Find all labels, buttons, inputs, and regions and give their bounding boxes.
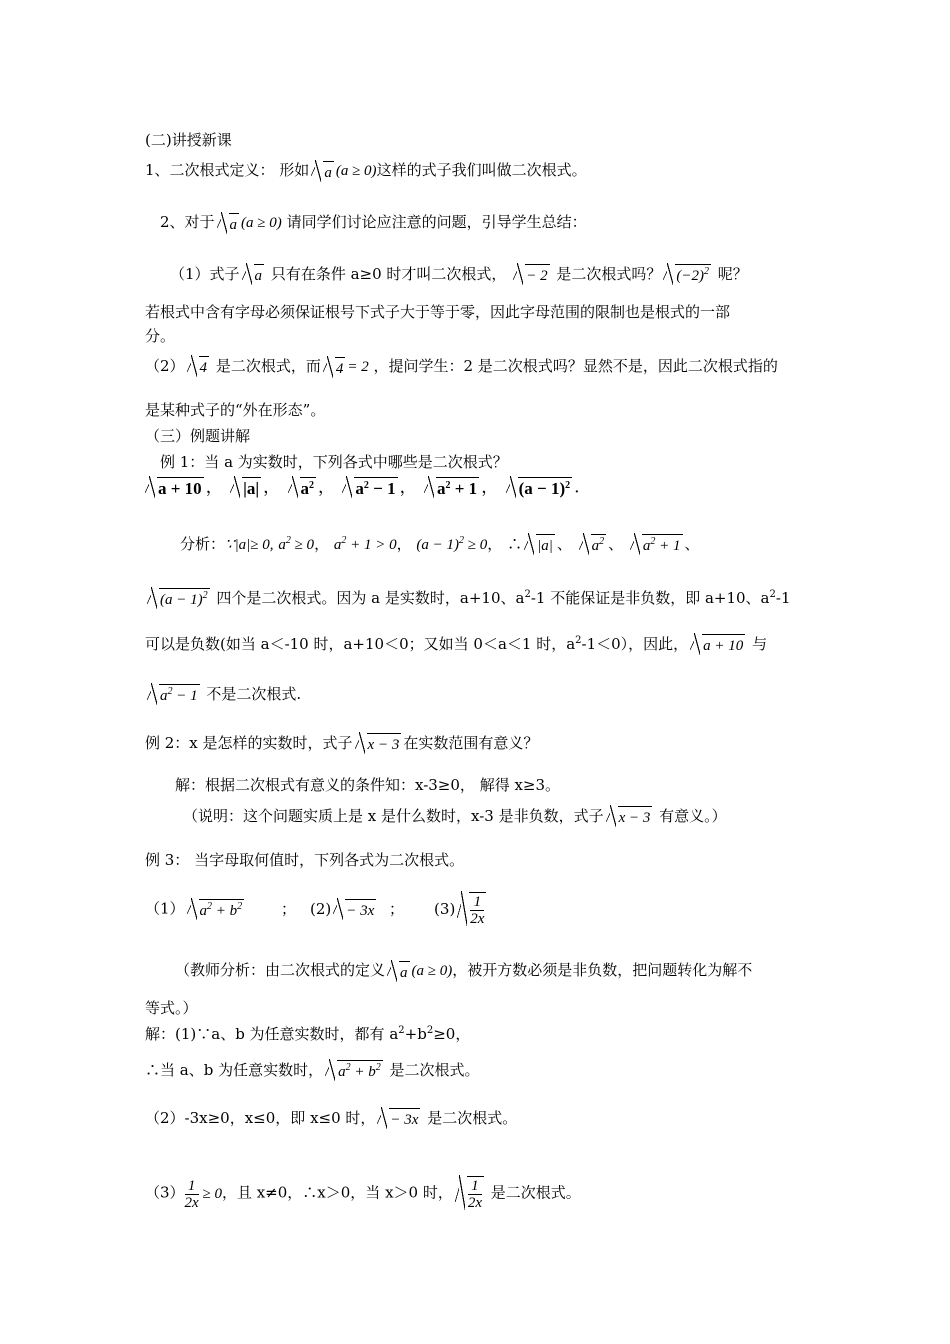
example-3-list: （1） $a^2 + b^2$ ； (2) − 3x ； (3) $\frac{1}{2x}$ [145, 894, 485, 927]
section-heading: (二)讲授新课 [145, 131, 232, 149]
text: 是二次根式，而 [215, 357, 321, 375]
math-sqrt-neg-3x: − 3x [377, 1108, 420, 1130]
text: 1、二次根式定义： 形如 [145, 161, 310, 179]
solution-line-3: （2）-3x≥0，x≤0，即 x≤0 时， − 3x 是二次根式。 [145, 1109, 518, 1128]
analysis-line-4: $a^2 - 1$ 不是二次根式. [145, 684, 301, 706]
example-1-title: 例 1：当 a 为实数时，下列各式中哪些是二次根式？ [160, 453, 508, 471]
math-sqrt4-eq-2: 4 = 2 [321, 359, 369, 375]
math-sqrt-a-plus-10: a + 10 [690, 634, 745, 656]
text: （1）式子 [170, 265, 240, 283]
example-2-line: 例 2：x 是怎样的实数时，式子 x − 3 在实数范围有意义？ [145, 734, 539, 753]
math-sqrt-a-squared-plus-1: $a^2 + 1$ [424, 477, 479, 499]
analysis-line: 分析：∵|a|≥ 0, $a^2 \ge 0$， $a^2 + 1 > 0$， $(a - 1)^2 \ge 0$， ∴ |a| 、 $a^2$ 、 $a^2 + 1$ 、 [180, 535, 700, 554]
teacher-analysis-line: （教师分析：由二次根式的定义 a (a ≥ 0)，被开方数必须是非负数，把问题转化为解不 [175, 961, 753, 981]
text: 只有在条件 a≥0 时才叫二次根式， [270, 265, 507, 283]
math-sqrt-a-squared-plus-1: $a^2 + 1$ [630, 534, 683, 556]
point-3-text-end: 分。 [145, 327, 176, 345]
math-sqrt-abs-a: |a| [230, 477, 261, 499]
math-sqrt-4: 4 [187, 356, 210, 378]
example-1-list: a + 10 ， |a| ， $a^2$ ， $a^2 - 1$ ， $a^2 + 1$ ， $(a - 1)^2$ . [143, 477, 580, 499]
example-2-note: （说明：这个问题实质上是 x 是什么数时，x-3 是非负数，式子 x − 3 有意义。） [183, 807, 727, 826]
math-a-squared-ge-0: $a^2 \ge 0$ [278, 535, 315, 553]
math-sqrt-a-squared-minus-1: $a^2 - 1$ [147, 684, 200, 706]
definition-line [145, 160, 587, 183]
math-sqrt-a-cond: a (a ≥ 0) [215, 215, 282, 231]
example-2-solution: 解：根据二次根式有意义的条件知：x-3≥0， 解得 x≥3。 [175, 776, 561, 794]
point-3-line [170, 264, 748, 286]
math-sqrt-a2-plus-b2: $a^2 + b^2$ [325, 1060, 383, 1082]
text: 呢？ [717, 265, 748, 283]
math-sqrt-a-cond: a (a ≥ 0) [385, 963, 452, 979]
text: 分析： [180, 535, 226, 553]
math-sqrt-1-over-2x: $\frac{1}{2x}$ [455, 1176, 484, 1211]
math-sqrt-x-minus-3: x − 3 [355, 733, 402, 755]
point-2-line [160, 212, 587, 235]
math-abs-a-ge-0: ∵|a|≥ 0, [225, 537, 274, 553]
text: 这样的式子我们叫做二次根式。 [376, 161, 587, 179]
solution-line-1: 解：(1)∵a、b 为任意实数时，都有 $a^2+b^2\ge 0$， [145, 1025, 471, 1043]
point-3-text: 若根式中含有字母必须保证根号下式子大于等于零，因此字母范围的限制也是根式的一部 [145, 303, 731, 321]
math-sqrt-a-plus-10: a + 10 [145, 477, 204, 499]
text: 是二次根式吗？ [556, 265, 662, 283]
math-sqrt-abs-a: |a| [524, 534, 555, 556]
analysis-line-3: 可以是负数(如当 a＜-10 时，a+10＜0；又如当 0＜a＜1 时，$a^2-1<0$），因此， a + 10 与 [145, 635, 768, 654]
math-a-minus-1-squared-ge-0: $(a - 1)^2 \ge 0$ [416, 535, 488, 553]
point-4-line [145, 356, 778, 379]
analysis-line-2: $(a - 1)^2$ 四个是二次根式。因为 a 是实数时，a+10、$a^2-1$ 不能保证是非负数，即 a+10、$a^2-1$ [145, 588, 791, 610]
math-sqrt-a-cond: a (a ≥ 0) [309, 163, 376, 179]
text: 请同学们讨论应注意的问题，引导学生总结： [286, 213, 587, 231]
solution-line-4: （3） $\frac{1}{2x}$ ≥ 0，且 x≠0，∴x＞0，当 x＞0 时， $\frac{1}{2x}$ 是二次根式。 [145, 1177, 581, 1211]
math-sqrt-a2-plus-b2: $a^2 + b^2$ [187, 899, 245, 921]
math-sqrt-a-minus-1-squared: $(a - 1)^2$ [506, 477, 573, 499]
math-sqrt-x-minus-3: x − 3 [606, 806, 653, 828]
point-4-text: 是某种式子的“外在形态”。 [145, 401, 326, 419]
math-sqrt-a-squared: $a^2$ [579, 534, 607, 556]
math-sqrt-a-squared: $a^2$ [288, 477, 317, 499]
math-sqrt-neg2-squared: $(-2)^2$ [663, 264, 711, 286]
text: （2） [145, 357, 185, 375]
example-3-title: 例 3： 当字母取何值时，下列各式为二次根式。 [145, 851, 465, 869]
math-sqrt-a-minus-1-squared: $(a - 1)^2$ [147, 588, 210, 610]
math-sqrt-1-over-2x: $\frac{1}{2x}$ [457, 892, 486, 927]
section-heading: （三）例题讲解 [145, 427, 251, 445]
math-sqrt-neg2: − 2 [513, 264, 549, 286]
math-a-squared-plus-1-gt-0: $a^2 + 1 > 0$ [333, 535, 397, 553]
solution-line-2: ∴当 a、b 为任意实数时， $a^2 + b^2$ 是二次根式。 [145, 1061, 480, 1080]
text: 2、对于 [160, 213, 215, 231]
math-1-over-2x-ge-0: $\frac{1}{2x}$ ≥ 0 [184, 1177, 222, 1211]
math-sqrt-a: a [242, 264, 265, 286]
teacher-analysis-end: 等式。） [145, 999, 198, 1017]
math-sqrt-neg-3x: − 3x [333, 899, 376, 921]
math-sqrt-a-squared-minus-1: $a^2 - 1$ [342, 477, 397, 499]
text: ，提问学生：2 是二次根式吗？显然不是，因此二次根式指的 [373, 357, 778, 375]
